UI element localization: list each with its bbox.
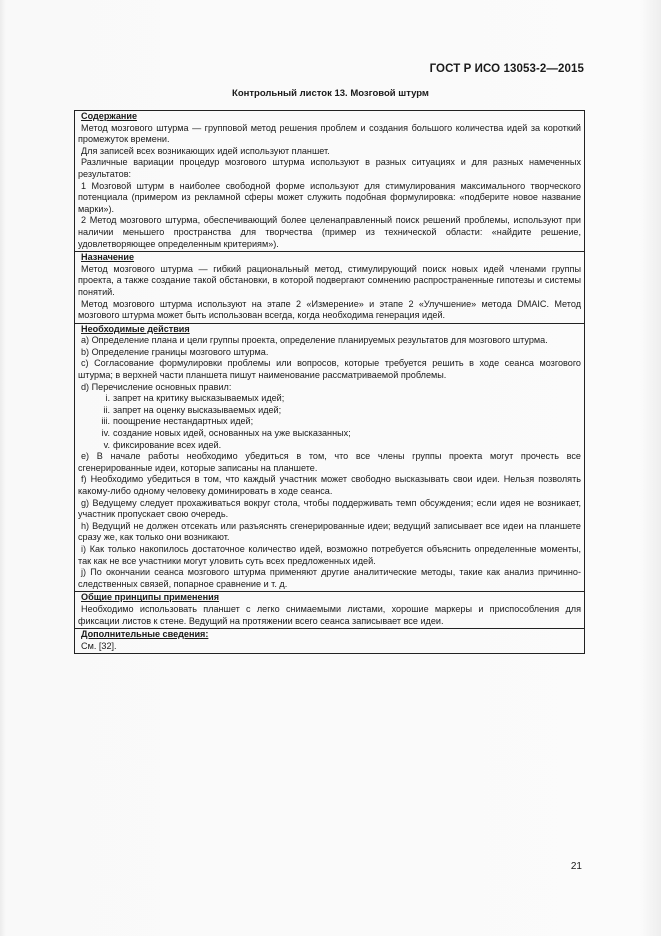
list-number: iii. xyxy=(101,416,110,427)
list-text: создание новых идей, основанных на уже высказанных; xyxy=(113,428,351,439)
paragraph: Метод мозгового штурма — гибкий рациональный метод, стимулирующий поиск новых идей членами группы проекта, а также создание такой обстановки, в которой подвергают сомнению распространенные гипотезы и системы понятий. xyxy=(78,263,581,297)
action-item: e) В начале работы необходимо убедиться в том, что все члены группы проекта могут прочесть все сгенерированные идеи, которые записаны на планшете. xyxy=(78,451,581,473)
section-purpose xyxy=(75,251,584,323)
list-item xyxy=(78,440,581,452)
checklist-title: Контрольный листок 13. Мозговой штурм xyxy=(232,88,429,99)
section-title: Назначение xyxy=(81,252,135,263)
action-item: b) Определение границы мозгового штурма. xyxy=(81,346,269,357)
list-number: i. xyxy=(105,393,110,404)
section-additional xyxy=(75,628,584,653)
action-item: d) Перечисление основных правил: xyxy=(81,381,232,392)
list-number: ii. xyxy=(103,404,110,415)
standard-code: ГОСТ Р ИСО 13053-2—2015 xyxy=(429,63,584,75)
paragraph: 2 Метод мозгового штурма, обеспечивающий более целенаправленный поиск решений проблемы, используют при наличии меньшего пространства для творчества (пример из технической области: «найдите решение, удовлетворяющее определенным критериям»). xyxy=(78,215,581,249)
reference: См. [32]. xyxy=(81,640,117,651)
list-text: запрет на критику высказываемых идей; xyxy=(113,393,285,404)
list-text: запрет на оценку высказываемых идей; xyxy=(113,404,282,415)
section-content xyxy=(75,111,584,251)
action-item: g) Ведущему следует прохаживаться вокруг стола, чтобы поддерживать темп обсуждения; если идея не возникает, участник пропускает свою очередь. xyxy=(78,497,581,520)
action-item: j) По окончании сеанса мозгового штурма применяют другие аналитические методы, такие как анализ причинно-следственных связей, попарное сравнение и т. д. xyxy=(78,567,581,589)
rules-list xyxy=(78,393,581,451)
action-item: i) Как только накопилось достаточное количество идей, возможно потребуется объяснить определенные моменты, так как не все участники могут уловить суть всех предложенных идей. xyxy=(78,543,581,566)
paragraph: Различные вариации процедур мозгового штурма используют в разных ситуациях и для разных намеченных результатов: xyxy=(78,157,581,179)
section-title: Дополнительные сведения: xyxy=(81,629,209,640)
action-item: a) Определение плана и цели группы проекта, определение планируемых результатов для мозгового штурма. xyxy=(81,335,548,346)
list-number: iv. xyxy=(101,428,110,439)
checklist-table xyxy=(74,110,585,654)
paragraph: Для записей всех возникающих идей используют планшет. xyxy=(81,145,330,156)
action-item: c) Согласование формулировки проблемы или вопросов, которые требуется решить в ходе сеанса мозгового штурма; в верхней части планшета пишут наименование рассматриваемой проблемы. xyxy=(78,358,581,381)
page-number: 21 xyxy=(570,861,582,872)
action-item: f) Необходимо убедиться в том, что каждый участник может свободно высказывать свои идеи. Нельзя позволять какому-либо одному человеку доминировать в ходе сеанса. xyxy=(78,474,581,496)
section-title: Содержание xyxy=(81,111,138,121)
section-principles xyxy=(75,591,584,628)
section-actions xyxy=(75,323,584,592)
paragraph: Метод мозгового штурма используют на этапе 2 «Измерение» и этапе 2 «Улучшение» метода DMAIC. Метод мозгового штурма может быть использован всегда, когда необходима генерация идей. xyxy=(78,298,581,321)
list-item xyxy=(78,393,581,405)
list-text: фиксирование всех идей. xyxy=(113,439,222,450)
paragraph: Метод мозгового штурма — групповой метод решения проблем и создания большого количества идей за короткий промежуток времени. xyxy=(78,122,581,145)
paragraph: Необходимо использовать планшет с легко снимаемыми листами, хорошие маркеры и приспособления для фиксации листов к стене. Ведущий на протяжении всего сеанса записывает все идеи. xyxy=(78,603,581,626)
action-item: h) Ведущий не должен отсекать или разъяснять сгенерированные идеи; ведущий записывает все идеи на планшете сразу же, как только они возникают. xyxy=(78,520,581,543)
list-number: v. xyxy=(103,439,110,450)
section-title: Общие принципы применения xyxy=(81,592,219,603)
list-item xyxy=(78,428,581,440)
list-item xyxy=(78,405,581,417)
list-item xyxy=(78,416,581,428)
section-title: Необходимые действия xyxy=(81,323,190,334)
list-text: поощрение нестандартных идей; xyxy=(113,416,254,427)
paragraph: 1 Мозговой штурм в наиболее свободной форме используют для стимулирования максимального творческого потенциала (примером из рекламной сферы может служить подобная формулировка: «подберите новое название марки»). xyxy=(78,180,581,214)
